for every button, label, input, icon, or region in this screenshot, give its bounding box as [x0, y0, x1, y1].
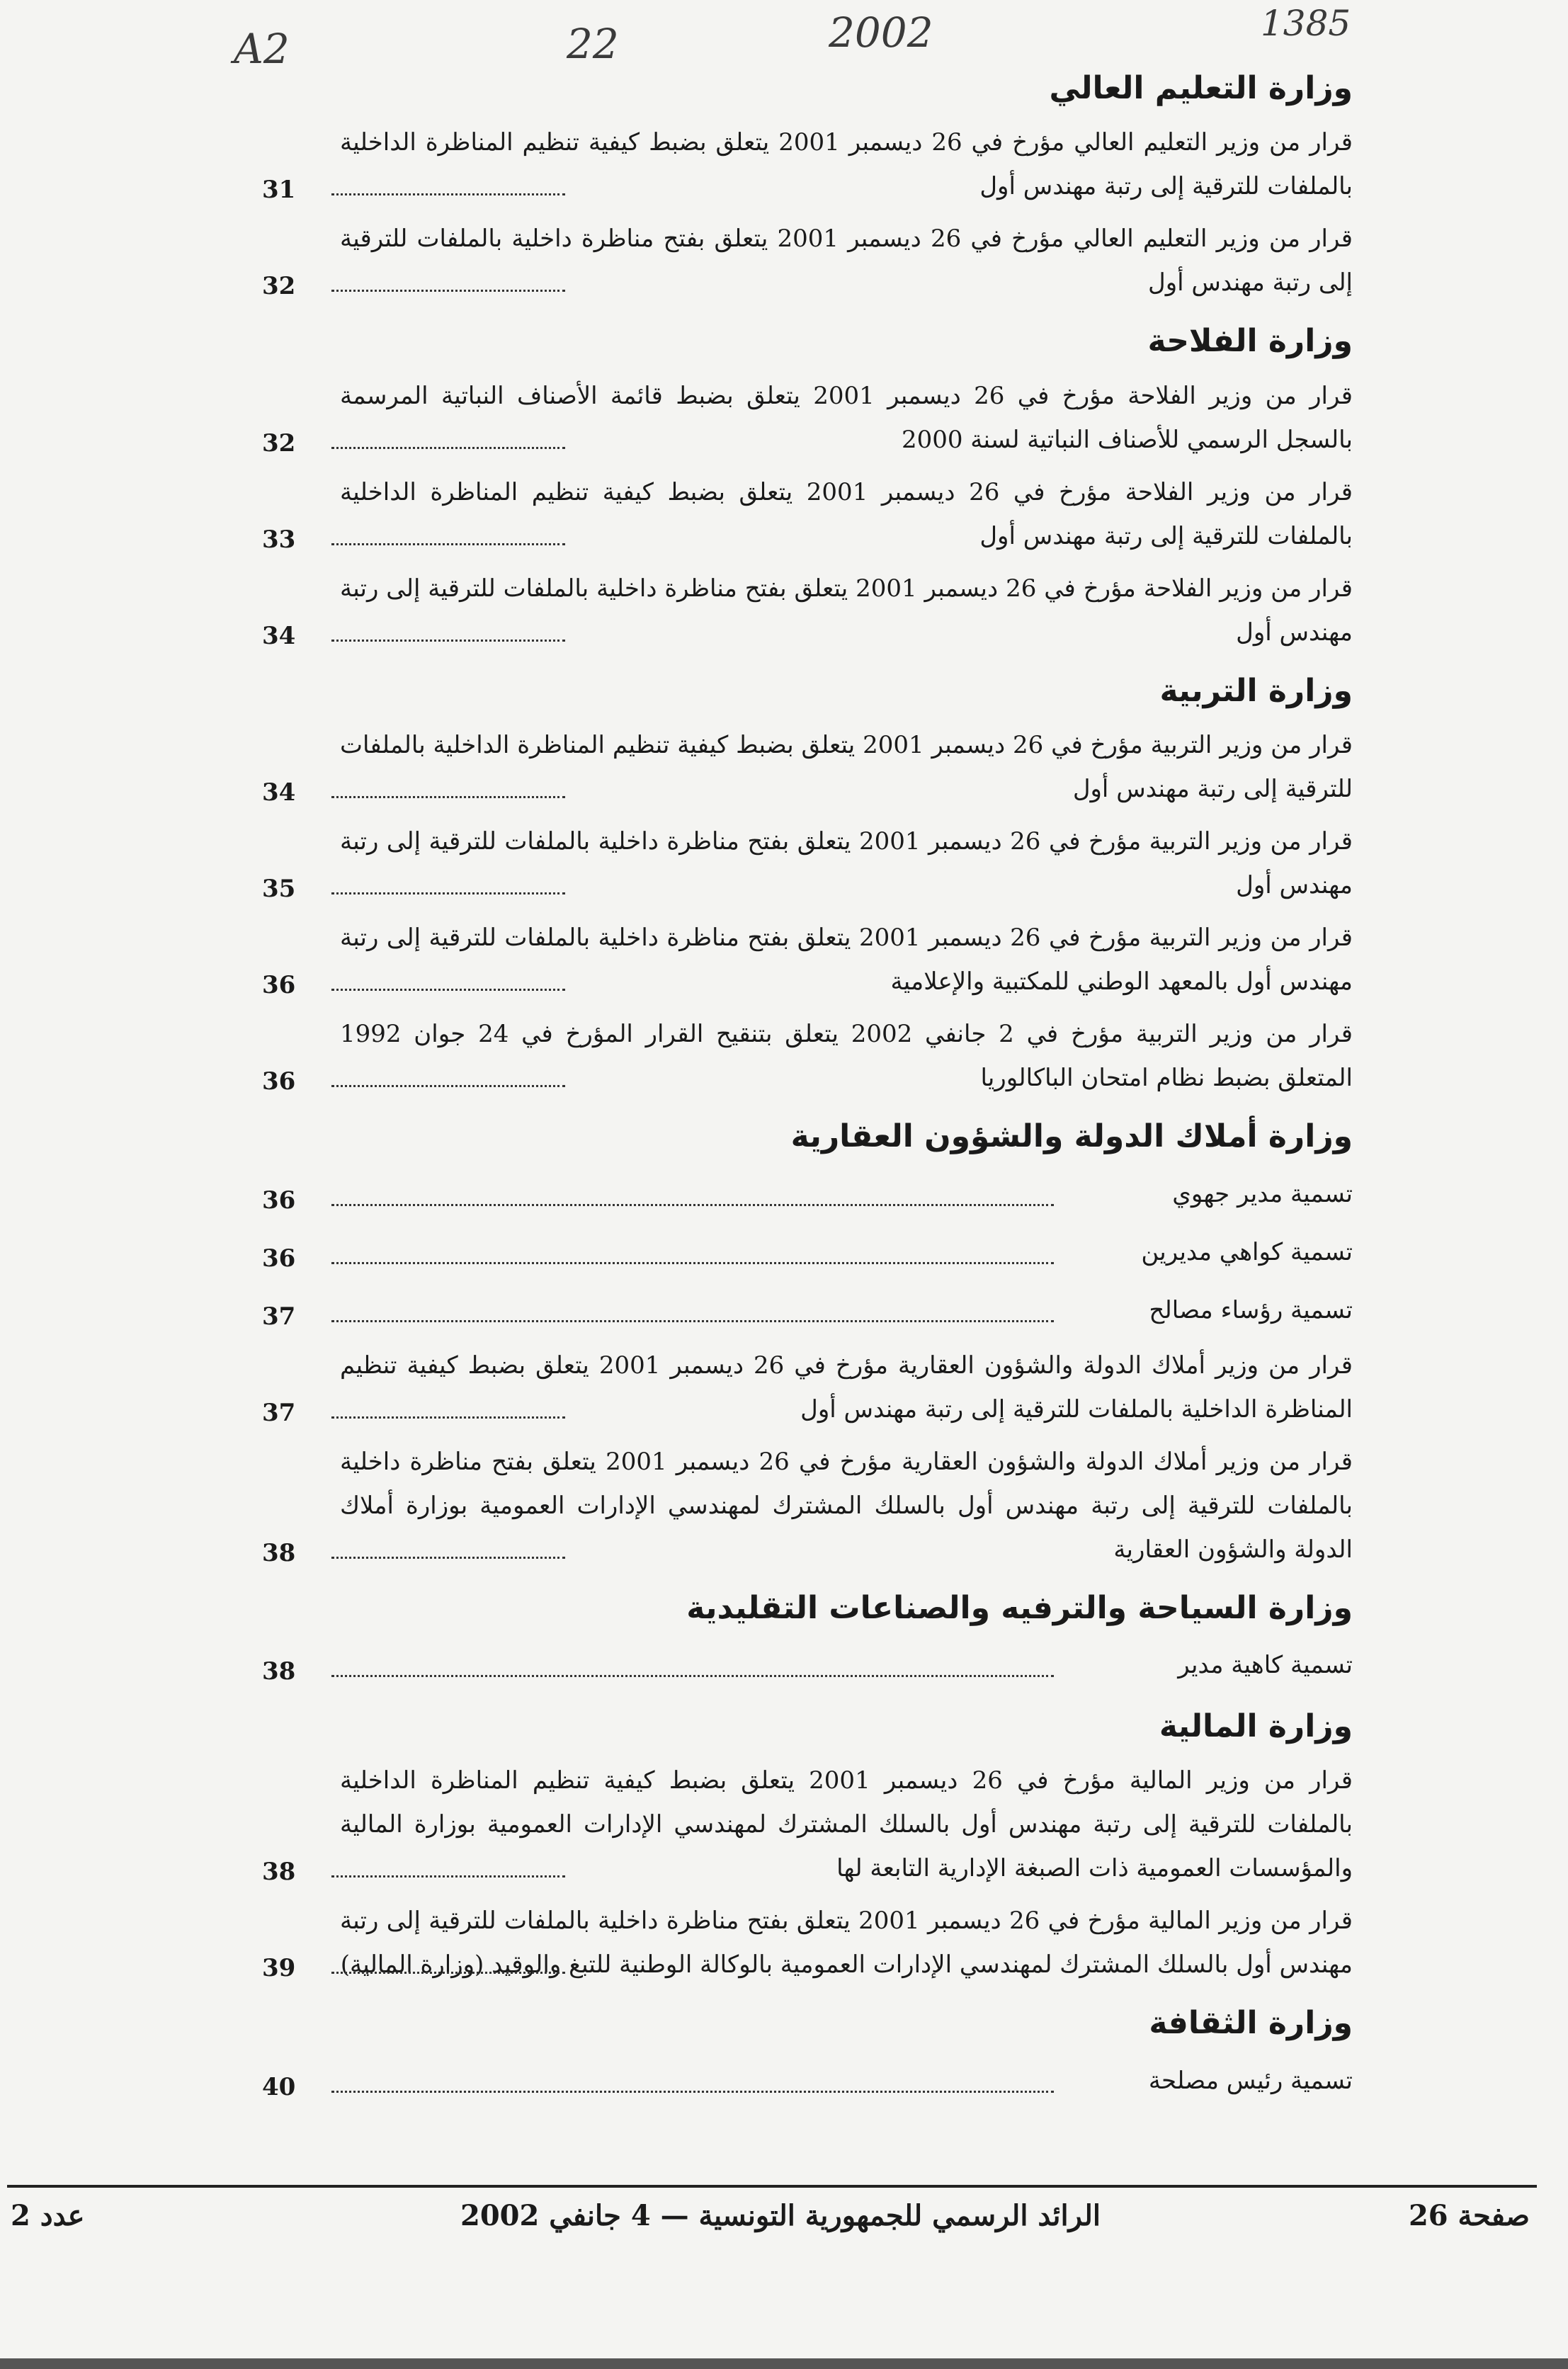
section-title: وزارة التربية — [1159, 672, 1353, 709]
toc-entry-text: قرار من وزير الفلاحة مؤرخ في 26 ديسمبر 2001 يتعلق بضبط كيفية تنظيم المناظرة الداخلية بالملفات للترقية إلى رتبة مهندس أول — [340, 477, 1353, 550]
toc-page-number: 39 — [262, 1954, 296, 1983]
toc-page-number: 40 — [262, 2072, 296, 2101]
toc-entry-text: قرار من وزير التربية مؤرخ في 2 جانفي 2002 يتعلق بتنقيح القرار المؤرخ في 24 جوان 1992 المتعلق بضبط نظام امتحان الباكالوريا — [340, 1020, 1353, 1093]
toc-entry — [262, 916, 1353, 1004]
footer-page-number: صفحة 26 — [1408, 2199, 1530, 2232]
toc-entry — [262, 1012, 1353, 1100]
toc-page-number: 38 — [262, 1657, 296, 1686]
scan-edge — [0, 2358, 1568, 2369]
toc-entry — [262, 567, 1353, 654]
toc-page-number: 33 — [262, 525, 296, 554]
toc-entry-text: قرار من وزير التعليم العالي مؤرخ في 26 ديسمبر 2001 يتعلق بضبط كيفية تنظيم المناظرة الداخلية بالملفات للترقية إلى رتبة مهندس أول — [340, 128, 1353, 201]
toc-entry-text: قرار من وزير التربية مؤرخ في 26 ديسمبر 2001 يتعلق بفتح مناظرة داخلية بالملفات للترقية إلى رتبة مهندس أول بالمعهد الوطني للمكتبية والإعلامية — [340, 924, 1353, 996]
section-title: وزارة السياحة والترفيه والصناعات التقليدية — [686, 1589, 1353, 1626]
toc-page-number: 36 — [262, 1244, 296, 1273]
section-title: وزارة الفلاحة — [1147, 323, 1353, 360]
footer-journal-title: الرائد الرسمي للجمهورية التونسية — 4 جانفي 2002 — [460, 2199, 1101, 2232]
handwritten-note-code: 1385 — [1261, 3, 1351, 44]
toc-page-number: 37 — [262, 1398, 296, 1427]
toc-entry — [262, 1899, 1353, 1987]
toc-page-number: 36 — [262, 971, 296, 1000]
dot-leader — [331, 892, 565, 894]
dot-leader — [331, 290, 565, 292]
section-title: وزارة أملاك الدولة والشؤون العقارية — [790, 1118, 1353, 1155]
toc-entry — [262, 1440, 1353, 1572]
toc-entry — [262, 470, 1353, 558]
toc-entry-text: قرار من وزير الفلاحة مؤرخ في 26 ديسمبر 2001 يتعلق بفتح مناظرة داخلية بالملفات للترقية إلى رتبة مهندس أول — [340, 574, 1353, 647]
toc-page-number: 38 — [262, 1858, 296, 1887]
table-of-contents — [262, 67, 1353, 2121]
toc-entry-text: قرار من وزير المالية مؤرخ في 26 ديسمبر 2001 يتعلق بضبط كيفية تنظيم المناظرة الداخلية بالملفات للترقية إلى رتبة مهندس أول بالسلك المشترك لمهندسي الإدارات العمومية بوزارة المالية والمؤسسات العمومية ذات الصبغة الإدارية التابعة لها — [340, 1766, 1353, 1883]
dot-leader — [331, 2091, 1054, 2093]
toc-entry — [262, 1285, 1353, 1335]
toc-entry-text: قرار من وزير الفلاحة مؤرخ في 26 ديسمبر 2001 يتعلق بضبط قائمة الأصناف النباتية المرسمة بالسجل الرسمي للأصناف النباتية لسنة 2000 — [340, 381, 1353, 454]
section-title: وزارة المالية — [1159, 1708, 1353, 1744]
toc-page-number: 36 — [262, 1067, 296, 1096]
toc-entry — [262, 1343, 1353, 1431]
toc-page-number: 31 — [262, 176, 296, 205]
toc-entry-text: قرار من وزير أملاك الدولة والشؤون العقارية مؤرخ في 26 ديسمبر 2001 يتعلق بفتح مناظرة داخلية بالملفات للترقية إلى رتبة مهندس أول بالسلك المشترك لمهندسي الإدارات العمومية بوزارة أملاك الدولة والشؤون العقارية — [340, 1447, 1353, 1564]
toc-page-number: 34 — [262, 621, 296, 650]
toc-entry — [262, 374, 1353, 462]
toc-entry — [262, 819, 1353, 907]
dot-leader — [331, 193, 565, 195]
toc-entry — [262, 1759, 1353, 1890]
toc-entry-text: تسمية مدير جهوي — [1172, 1179, 1353, 1208]
toc-entry — [262, 1640, 1353, 1690]
toc-page-number: 36 — [262, 1186, 296, 1215]
toc-page-number: 32 — [262, 272, 296, 301]
dot-leader — [331, 796, 565, 798]
toc-entry — [262, 2056, 1353, 2106]
toc-entry-text: قرار من وزير التربية مؤرخ في 26 ديسمبر 2001 يتعلق بفتح مناظرة داخلية بالملفات للترقية إلى رتبة مهندس أول — [340, 827, 1353, 900]
toc-entry — [262, 1227, 1353, 1277]
dot-leader — [331, 447, 565, 449]
section-title: وزارة التعليم العالي — [1049, 70, 1353, 106]
toc-entry-text: قرار من وزير المالية مؤرخ في 26 ديسمبر 2001 يتعلق بفتح مناظرة داخلية بالملفات للترقية إلى رتبة مهندس أول بالسلك المشترك لمهندسي الإدارات العمومية بالوكالة الوطنية للتبغ والوقيد (وزارة المالية) — [340, 1907, 1353, 1979]
handwritten-note-22: 22 — [567, 20, 619, 68]
toc-page-number: 34 — [262, 778, 296, 807]
toc-entry — [262, 723, 1353, 811]
dot-leader — [331, 1416, 565, 1419]
dot-leader — [331, 1875, 565, 1877]
handwritten-note-a2: A2 — [234, 25, 290, 73]
toc-entry-text: قرار من وزير التعليم العالي مؤرخ في 26 ديسمبر 2001 يتعلق بفتح مناظرة داخلية بالملفات للترقية إلى رتبة مهندس أول — [340, 225, 1353, 297]
dot-leader — [331, 989, 565, 991]
page-footer — [7, 2199, 1537, 2242]
dot-leader — [331, 543, 565, 545]
toc-entry-text: تسمية رئيس مصلحة — [1148, 2066, 1353, 2095]
dot-leader — [331, 1675, 1054, 1677]
toc-entry — [262, 217, 1353, 305]
dot-leader — [331, 640, 565, 642]
toc-entry-text: تسمية كواهي مديرين — [1141, 1237, 1353, 1266]
dot-leader — [331, 1320, 1054, 1322]
dot-leader — [331, 1557, 565, 1559]
footer-issue-number: عدد 2 — [11, 2199, 85, 2232]
dot-leader — [331, 1204, 1054, 1206]
dot-leader — [331, 1972, 565, 1974]
toc-entry — [262, 1169, 1353, 1219]
toc-entry — [262, 120, 1353, 208]
handwritten-note-year: 2002 — [829, 8, 933, 57]
toc-entry-text: قرار من وزير أملاك الدولة والشؤون العقارية مؤرخ في 26 ديسمبر 2001 يتعلق بضبط كيفية تنظيم المناظرة الداخلية بالملفات للترقية إلى رتبة مهندس أول — [340, 1351, 1353, 1424]
toc-page-number: 32 — [262, 428, 296, 458]
toc-entry-text: قرار من وزير التربية مؤرخ في 26 ديسمبر 2001 يتعلق بضبط كيفية تنظيم المناظرة الداخلية بالملفات للترقية إلى رتبة مهندس أول — [340, 731, 1353, 804]
section-title: وزارة الثقافة — [1149, 2005, 1353, 2042]
toc-page-number: 38 — [262, 1538, 296, 1567]
toc-page-number: 37 — [262, 1302, 296, 1331]
toc-entry-text: تسمية رؤساء مصالح — [1149, 1295, 1353, 1324]
toc-entry-text: تسمية كاهية مدير — [1178, 1650, 1353, 1679]
dot-leader — [331, 1262, 1054, 1264]
toc-page-number: 35 — [262, 875, 296, 904]
footer-divider — [7, 2185, 1537, 2188]
dot-leader — [331, 1085, 565, 1087]
